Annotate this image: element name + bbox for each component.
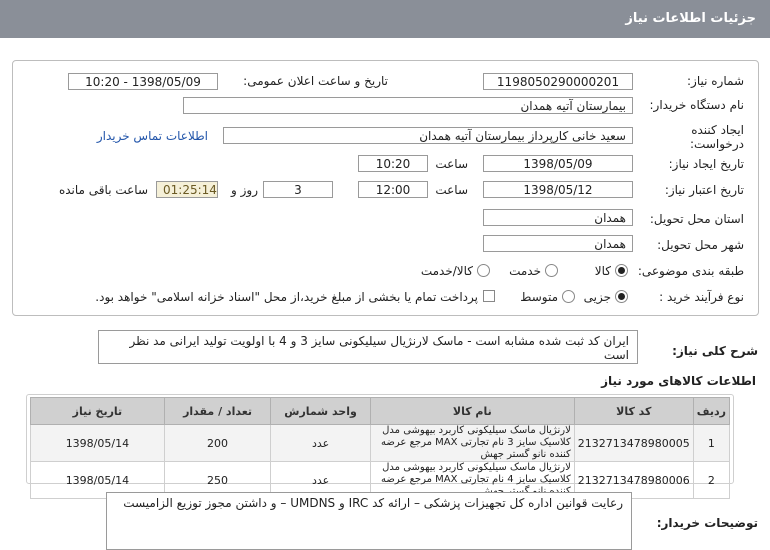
category-goods-radio[interactable]: [615, 264, 628, 277]
col-code-header: کد کالا: [574, 398, 693, 425]
items-header-row: [31, 398, 730, 425]
category-goods-label: کالا: [594, 264, 611, 278]
purchase-medium-label: متوسط: [520, 290, 558, 304]
item-qty: 250: [164, 462, 271, 499]
item-name: لارنژیال ماسک سیلیکونی کاربرد بیهوشی مدل کلاسیک سایز 4 نام تجارتی MAX مرجع عرضه: [370, 462, 574, 499]
need-number-field[interactable]: 1198050290000201: [483, 73, 633, 90]
treasury-payment-note: پرداخت تمام یا بخشی از مبلغ خرید،از محل "اسناد خزانه اسلامی" خواهد بود.: [95, 290, 478, 304]
item-need-date: 1398/05/14: [31, 462, 165, 499]
buyer-notes-text: رعایت قوانین اداره کل تجهیزات پزشکی – ارائه کد IRC و UMDNS – و داشتن مجوز توزیع الزامیست: [123, 496, 623, 510]
col-date-header: تاریخ نیاز: [31, 398, 165, 425]
validity-time-label: ساعت: [435, 183, 468, 197]
city-field[interactable]: همدان: [483, 235, 633, 252]
description-label: شرح کلی نیاز:: [672, 344, 758, 358]
items-table-container: [26, 394, 734, 487]
item-code: 2132713478980005: [574, 425, 693, 462]
validity-date-field[interactable]: 1398/05/12: [483, 181, 633, 198]
item-unit: عدد: [271, 462, 371, 499]
requester-field[interactable]: سعید خانی کارپرداز بیمارستان آتیه همدان: [223, 127, 633, 144]
need-date-label: تاریخ ایجاد نیاز:: [668, 157, 744, 171]
col-name-header: نام کالا: [370, 398, 574, 425]
province-label: استان محل تحویل:: [649, 212, 744, 226]
buyer-org-label: نام دستگاه خریدار:: [649, 98, 744, 112]
category-goods-service-radio[interactable]: [477, 264, 490, 277]
need-number-label: شماره نیاز:: [687, 74, 744, 88]
category-service-radio[interactable]: [545, 264, 558, 277]
buyer-notes-label: توضیحات خریدار:: [656, 516, 758, 530]
description-text: ایران کد ثبت شده مشابه است - ماسک لارنژیال سیلیکونی سایز 3 و 4 با اولویت تولید ایرانی مد نظر است: [129, 334, 629, 362]
items-title: اطلاعات کالاهای مورد نیاز: [601, 374, 756, 388]
buyer-notes-box: [106, 492, 632, 550]
need-time-field[interactable]: 10:20: [358, 155, 428, 172]
page-header: [0, 0, 770, 38]
category-label: طبقه بندی موضوعی:: [637, 264, 744, 278]
announce-field[interactable]: 1398/05/09 - 10:20: [68, 73, 218, 90]
treasury-payment-checkbox[interactable]: [483, 290, 495, 302]
page-title: جزئیات اطلاعات نیاز: [625, 11, 756, 26]
item-need-date: 1398/05/14: [31, 425, 165, 462]
purchase-type-label: نوع فرآیند خرید :: [659, 290, 744, 304]
item-qty: 200: [164, 425, 271, 462]
need-time-label: ساعت: [435, 157, 468, 171]
purchase-medium-radio[interactable]: [562, 290, 575, 303]
buyer-org-field[interactable]: بیمارستان آتیه همدان: [183, 97, 633, 114]
remaining-label: ساعت باقی مانده: [58, 183, 148, 197]
days-label: روز و: [231, 183, 258, 197]
items-table: [30, 397, 730, 499]
col-row-header: ردیف: [693, 398, 729, 425]
days-field[interactable]: 3: [263, 181, 333, 198]
announce-label: تاریخ و ساعت اعلان عمومی:: [243, 74, 388, 88]
requester-label: ایجاد کننده درخواست:: [690, 123, 744, 151]
province-field[interactable]: همدان: [483, 209, 633, 226]
purchase-minor-label: جزیی: [583, 290, 611, 304]
need-date-field[interactable]: 1398/05/09: [483, 155, 633, 172]
item-unit: عدد: [271, 425, 371, 462]
validity-time-field[interactable]: 12:00: [358, 181, 428, 198]
row-number: 2: [693, 462, 729, 499]
need-details-form: [12, 60, 759, 316]
item-code: 2132713478980006: [574, 462, 693, 499]
description-box: [98, 330, 638, 364]
contact-info-link[interactable]: اطلاعات تماس خریدار: [96, 129, 208, 143]
category-service-label: خدمت: [509, 264, 541, 278]
col-qty-header: تعداد / مقدار: [164, 398, 271, 425]
col-unit-header: واحد شمارش: [271, 398, 371, 425]
validity-label: تاریخ اعتبار نیاز:: [664, 183, 744, 197]
city-label: شهر محل تحویل:: [657, 238, 744, 252]
remaining-time-field: 01:25:14: [156, 181, 218, 198]
category-goods-service-label: کالا/خدمت: [420, 264, 473, 278]
table-row: [31, 425, 730, 462]
row-number: 1: [693, 425, 729, 462]
item-name: لارنژیال ماسک سیلیکونی کاربرد بیهوشی مدل کلاسیک سایز 3 نام تجارتی MAX مرجع عرضه کننده نانو گستر جهش: [370, 425, 574, 462]
purchase-minor-radio[interactable]: [615, 290, 628, 303]
